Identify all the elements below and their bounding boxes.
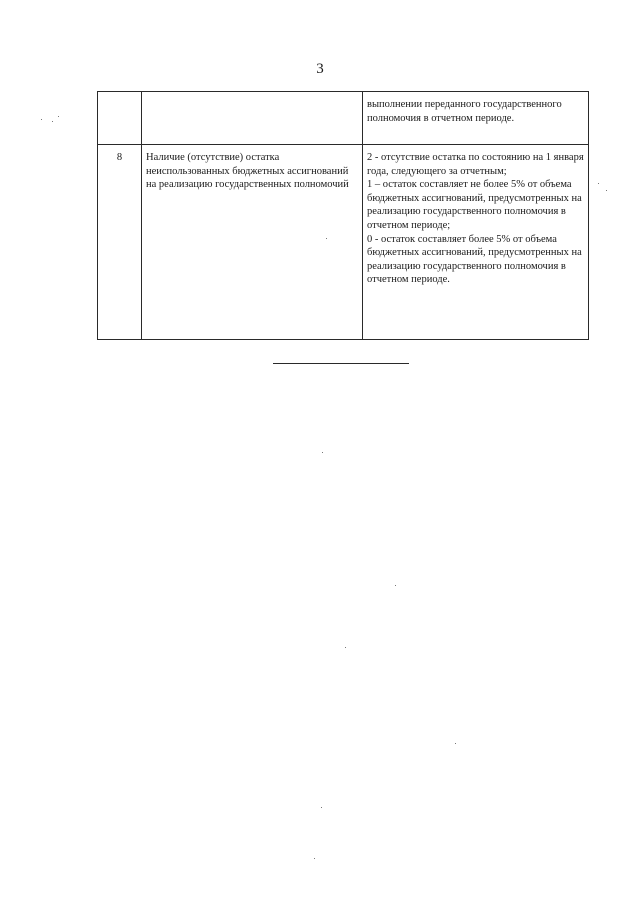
scan-speck (326, 238, 327, 239)
end-divider-line (273, 363, 409, 364)
table-row-continuation (98, 92, 589, 145)
indicator-name-cell (142, 92, 363, 145)
row-number-cell (98, 92, 142, 145)
row-number: 8 (116, 152, 123, 163)
criteria-item-score-2: 2 - отсутствие остатка по состоянию на 1 января года, следующего за отчетным; (367, 152, 584, 177)
criteria-item-score-0: 0 - остаток составляет более 5% от объема бюджетных ассигнований, предусмотренных на реализацию государственного полномочия в отчетном периоде. (367, 233, 582, 286)
scan-speck (606, 190, 607, 191)
table-row-8 (98, 145, 589, 340)
scan-speck (314, 858, 315, 859)
scan-speck (322, 452, 323, 453)
scan-speck (52, 121, 53, 122)
row-number-cell (98, 145, 142, 340)
scan-speck (345, 647, 346, 648)
scan-speck (395, 585, 396, 586)
scan-speck (321, 807, 322, 808)
indicator-name (142, 92, 362, 102)
indicator-name: Наличие (отсутствие) остатка неиспользованных бюджетных ассигнований на реализацию государственных полномочий (146, 152, 349, 191)
scan-speck (41, 119, 42, 120)
scan-speck (58, 116, 59, 117)
indicator-name-cell (142, 145, 363, 340)
criteria-text: выполнении переданного государственного полномочия в отчетном периоде. (367, 99, 562, 124)
criteria-list (363, 145, 588, 291)
indicators-table (97, 91, 589, 340)
scan-speck (455, 743, 456, 744)
scan-speck (598, 183, 599, 184)
row-number (98, 92, 141, 98)
criteria-cell (363, 145, 589, 340)
criteria-item-score-1: 1 – остаток составляет не более 5% от объема бюджетных ассигнований, предусмотренных на реализацию государственного полномочия в отчетном периоде; (367, 179, 582, 231)
page-number: 3 (316, 61, 324, 77)
criteria-cell (363, 92, 589, 145)
